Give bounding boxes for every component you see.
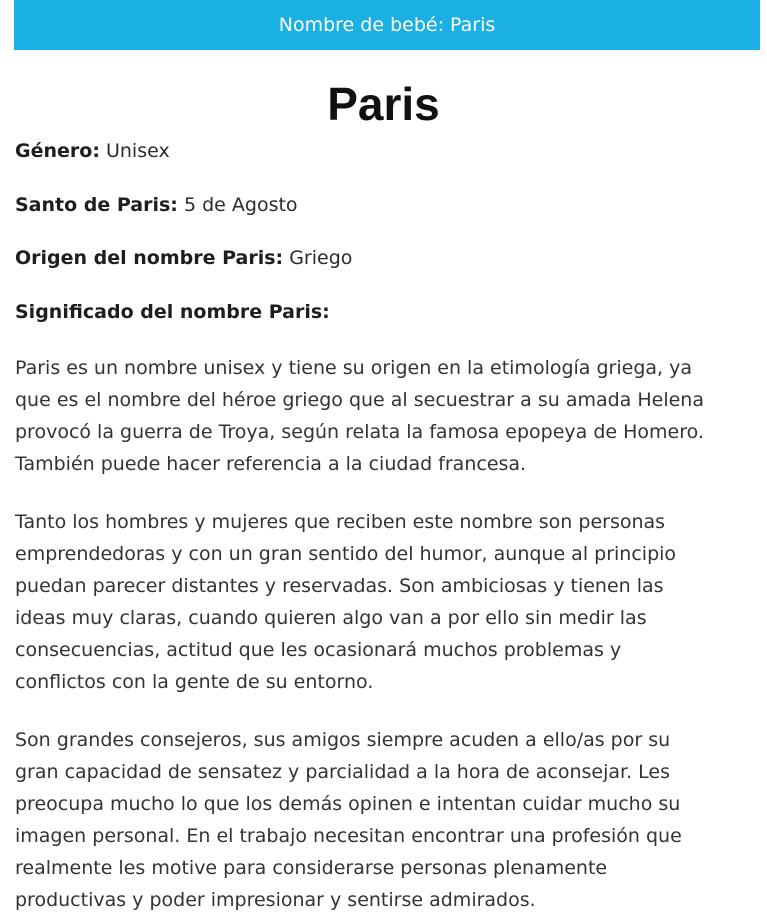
paragraph-line: productivas y poder impresionar y sentirse admirados.: [15, 889, 536, 911]
paragraph-line: Paris es un nombre unisex y tiene su origen en la etimología griega, ya: [15, 357, 693, 379]
saint-day-value: 5 de Agosto: [183, 194, 298, 216]
meaning-heading: [15, 299, 330, 325]
origin-label: Origen del nombre Paris:: [15, 247, 284, 269]
paragraph-line: Son grandes consejeros, sus amigos siempre acuden a ello/as por su: [15, 729, 671, 751]
paragraph-line: consecuencias, actitud que les ocasionará muchos problemas y: [15, 639, 622, 661]
meaning-label: Significado del nombre Paris:: [15, 301, 330, 323]
paragraph-line: puedan parecer distantes y reservadas. Son ambiciosas y tienen las: [15, 575, 664, 597]
paragraph-2: [15, 506, 760, 698]
banner-title: Nombre de bebé: Paris: [278, 14, 496, 36]
paragraph-line: gran capacidad de sensatez y parcialidad a la hora de aconsejar. Les: [15, 761, 670, 783]
header-banner: [14, 0, 760, 50]
paragraph-line: emprendedoras y con un gran sentido del humor, aunque al principio: [15, 543, 677, 565]
paragraph-line: conflictos con la gente de su entorno.: [15, 671, 374, 693]
saint-day-label: Santo de Paris:: [15, 194, 178, 216]
gender-field: [15, 138, 170, 164]
paragraph-line: Tanto los hombres y mujeres que reciben este nombre son personas: [15, 511, 666, 533]
paragraph-line: preocupa mucho lo que los demás opinen e intentan cuidar mucho su: [15, 793, 681, 815]
paragraph-1: [15, 352, 760, 480]
paragraph-line: provocó la guerra de Troya, según relata la famosa epopeya de Homero.: [15, 421, 704, 443]
paragraph-3: [15, 724, 760, 916]
page-title: Paris: [327, 78, 440, 130]
gender-value: Unisex: [105, 140, 170, 162]
origin-field: [15, 245, 352, 271]
paragraph-line: También puede hacer referencia a la ciudad francesa.: [15, 453, 527, 475]
paragraph-line: realmente les motive para considerarse personas plenamente: [15, 857, 608, 879]
origin-value: Griego: [289, 247, 353, 269]
paragraph-line: ideas muy claras, cuando quieren algo van a por ello sin medir las: [15, 607, 647, 629]
saint-day-field: [15, 192, 298, 218]
gender-label: Género:: [15, 140, 100, 162]
paragraph-line: imagen personal. En el trabajo necesitan encontrar una profesión que: [15, 825, 682, 847]
paragraph-line: que es el nombre del héroe griego que al secuestrar a su amada Helena: [15, 389, 704, 411]
